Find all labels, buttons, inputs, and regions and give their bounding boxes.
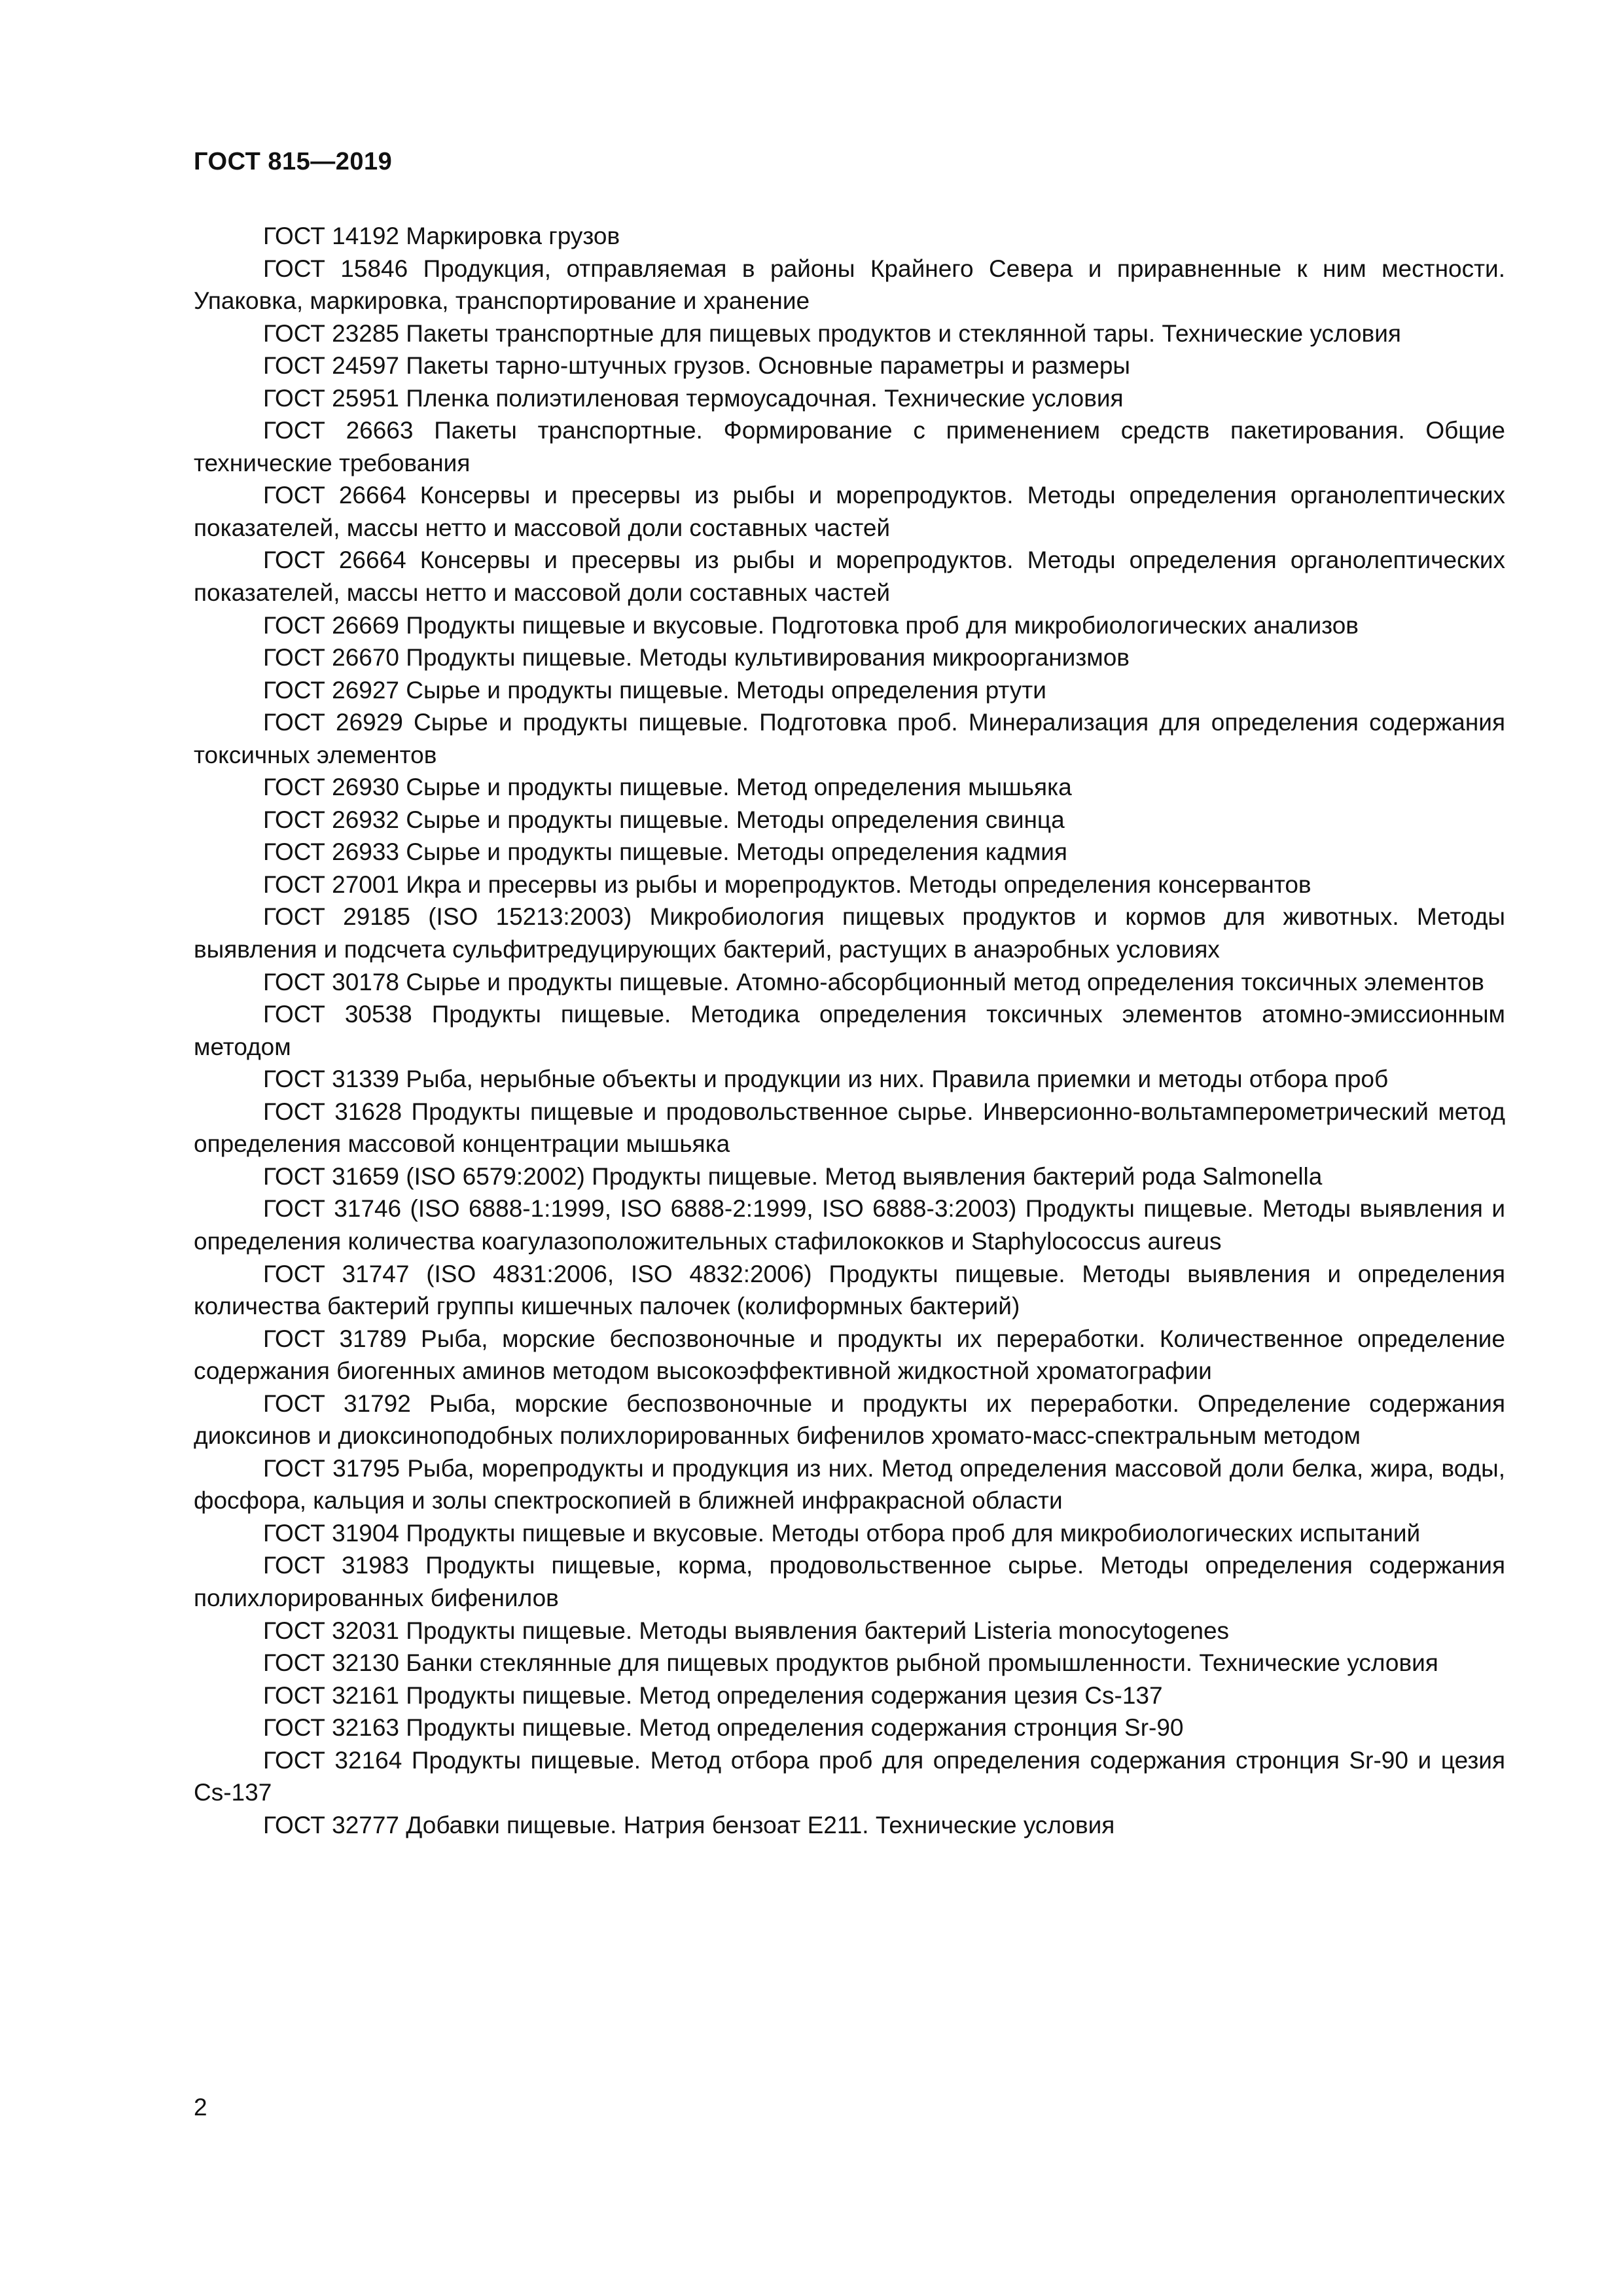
reference-item-gost-32031: ГОСТ 32031 Продукты пищевые. Методы выявления бактерий Listeria monocytogenes <box>263 1617 1230 1644</box>
reference-item-gost-32161: ГОСТ 32161 Продукты пищевые. Метод определения содержания цезия Cs-137 <box>263 1681 1163 1709</box>
reference-item-gost-26670: ГОСТ 26670 Продукты пищевые. Методы культивирования микроорганизмов <box>263 644 1130 672</box>
reference-item-gost-23285: ГОСТ 23285 Пакеты транспортные для пищевых продуктов и стеклянной тары. Технические условия <box>263 319 1401 347</box>
reference-item-gost-29185: ГОСТ 29185 (ISO 15213:2003) Микробиология пищевых продуктов и кормов для животных. Методы выявления и подсчета сульфитредуцирующих бактерий, растущих в анаэробных условиях <box>194 903 1505 963</box>
reference-item-gost-32163: ГОСТ 32163 Продукты пищевые. Метод определения содержания стронция Sr-90 <box>263 1714 1184 1742</box>
page-header-standard-number: ГОСТ 815—2019 <box>194 148 393 175</box>
reference-item-gost-25951: ГОСТ 25951 Пленка полиэтиленовая термоусадочная. Технические условия <box>263 384 1124 412</box>
reference-item-gost-26663: ГОСТ 26663 Пакеты транспортные. Формирование с применением средств пакетирования. Общие технические требования <box>194 417 1505 476</box>
page-number: 2 <box>194 2094 207 2121</box>
reference-item-gost-30178: ГОСТ 30178 Сырье и продукты пищевые. Атомно-абсорбционный метод определения токсичных элементов <box>263 968 1484 996</box>
reference-item-gost-24597: ГОСТ 24597 Пакеты тарно-штучных грузов. Основные параметры и размеры <box>263 352 1130 380</box>
reference-item-gost-31904: ГОСТ 31904 Продукты пищевые и вкусовые. Методы отбора проб для микробиологических испытаний <box>263 1519 1421 1547</box>
reference-item-gost-31983: ГОСТ 31983 Продукты пищевые, корма, продовольственное сырье. Методы определения содержания полихлорированных бифенилов <box>194 1552 1505 1611</box>
reference-item-gost-31628: ГОСТ 31628 Продукты пищевые и продовольственное сырье. Инверсионно-вольтамперометрический метод определения массовой концентрации мышьяка <box>194 1098 1505 1158</box>
reference-item-gost-31747: ГОСТ 31747 (ISO 4831:2006, ISO 4832:2006) Продукты пищевые. Методы выявления и определения количества бактерий группы кишечных палочек (колиформных бактерий) <box>194 1260 1505 1320</box>
reference-item-gost-32777: ГОСТ 32777 Добавки пищевые. Натрия бензоат Е211. Технические условия <box>263 1811 1115 1839</box>
reference-item-gost-30538: ГОСТ 30538 Продукты пищевые. Методика определения токсичных элементов атомно-эмиссионным методом <box>194 1001 1505 1060</box>
reference-item-gost-27001: ГОСТ 27001 Икра и пресервы из рыбы и морепродуктов. Методы определения консервантов <box>263 870 1311 898</box>
reference-item-gost-32130: ГОСТ 32130 Банки стеклянные для пищевых продуктов рыбной промышленности. Технические условия <box>263 1649 1438 1677</box>
reference-item-gost-26933: ГОСТ 26933 Сырье и продукты пищевые. Методы определения кадмия <box>263 838 1067 866</box>
reference-item-gost-31339: ГОСТ 31339 Рыба, нерыбные объекты и продукции из них. Правила приемки и методы отбора проб <box>263 1066 1389 1093</box>
reference-item-gost-31746: ГОСТ 31746 (ISO 6888-1:1999, ISO 6888-2:1999, ISO 6888-3:2003) Продукты пищевые. Методы выявления и определения количества коагулазоположительных стафилококков и Staphylococcus aureus <box>194 1195 1505 1255</box>
normative-references-list <box>194 220 1505 1841</box>
reference-item-gost-26927: ГОСТ 26927 Сырье и продукты пищевые. Методы определения ртути <box>263 676 1046 704</box>
reference-item-gost-31792: ГОСТ 31792 Рыба, морские беспозвоночные и продукты их переработки. Определение содержания диоксинов и диоксиноподобных полихлорированных бифенилов хромато-масс-спектральным методом <box>194 1390 1505 1450</box>
reference-item-gost-26664-repeat: ГОСТ 26664 Консервы и пресервы из рыбы и морепродуктов. Методы определения органолептических показателей, массы нетто и массовой доли составных частей <box>194 547 1505 607</box>
reference-item-gost-26669: ГОСТ 26669 Продукты пищевые и вкусовые. Подготовка проб для микробиологических анализов <box>263 611 1359 639</box>
reference-item-gost-14192: ГОСТ 14192 Маркировка грузов <box>263 223 620 249</box>
reference-item-gost-26930: ГОСТ 26930 Сырье и продукты пищевые. Метод определения мышьяка <box>263 774 1072 801</box>
reference-item-gost-32164: ГОСТ 32164 Продукты пищевые. Метод отбора проб для определения содержания стронция Sr-90 и цезия Cs-137 <box>194 1746 1505 1806</box>
reference-item-gost-31659: ГОСТ 31659 (ISO 6579:2002) Продукты пищевые. Метод выявления бактерий рода Salmonella <box>263 1162 1323 1190</box>
reference-item-gost-26932: ГОСТ 26932 Сырье и продукты пищевые. Методы определения свинца <box>263 806 1065 833</box>
reference-item-gost-15846: ГОСТ 15846 Продукция, отправляемая в районы Крайнего Севера и приравненные к ним местности. Упаковка, маркировка, транспортирование и хранение <box>194 255 1505 315</box>
reference-item-gost-26929: ГОСТ 26929 Сырье и продукты пищевые. Подготовка проб. Минерализация для определения содержания токсичных элементов <box>194 709 1505 768</box>
reference-item-gost-31789: ГОСТ 31789 Рыба, морские беспозвоночные и продукты их переработки. Количественное определение содержания биогенных аминов методом высокоэффективной жидкостной хроматографии <box>194 1325 1505 1385</box>
reference-item-gost-26664: ГОСТ 26664 Консервы и пресервы из рыбы и морепродуктов. Методы определения органолептических показателей, массы нетто и массовой доли составных частей <box>194 482 1505 541</box>
reference-item-gost-31795: ГОСТ 31795 Рыба, морепродукты и продукция из них. Метод определения массовой доли белка, жира, воды, фосфора, кальция и золы спектроскопией в ближней инфракрасной области <box>194 1454 1505 1515</box>
